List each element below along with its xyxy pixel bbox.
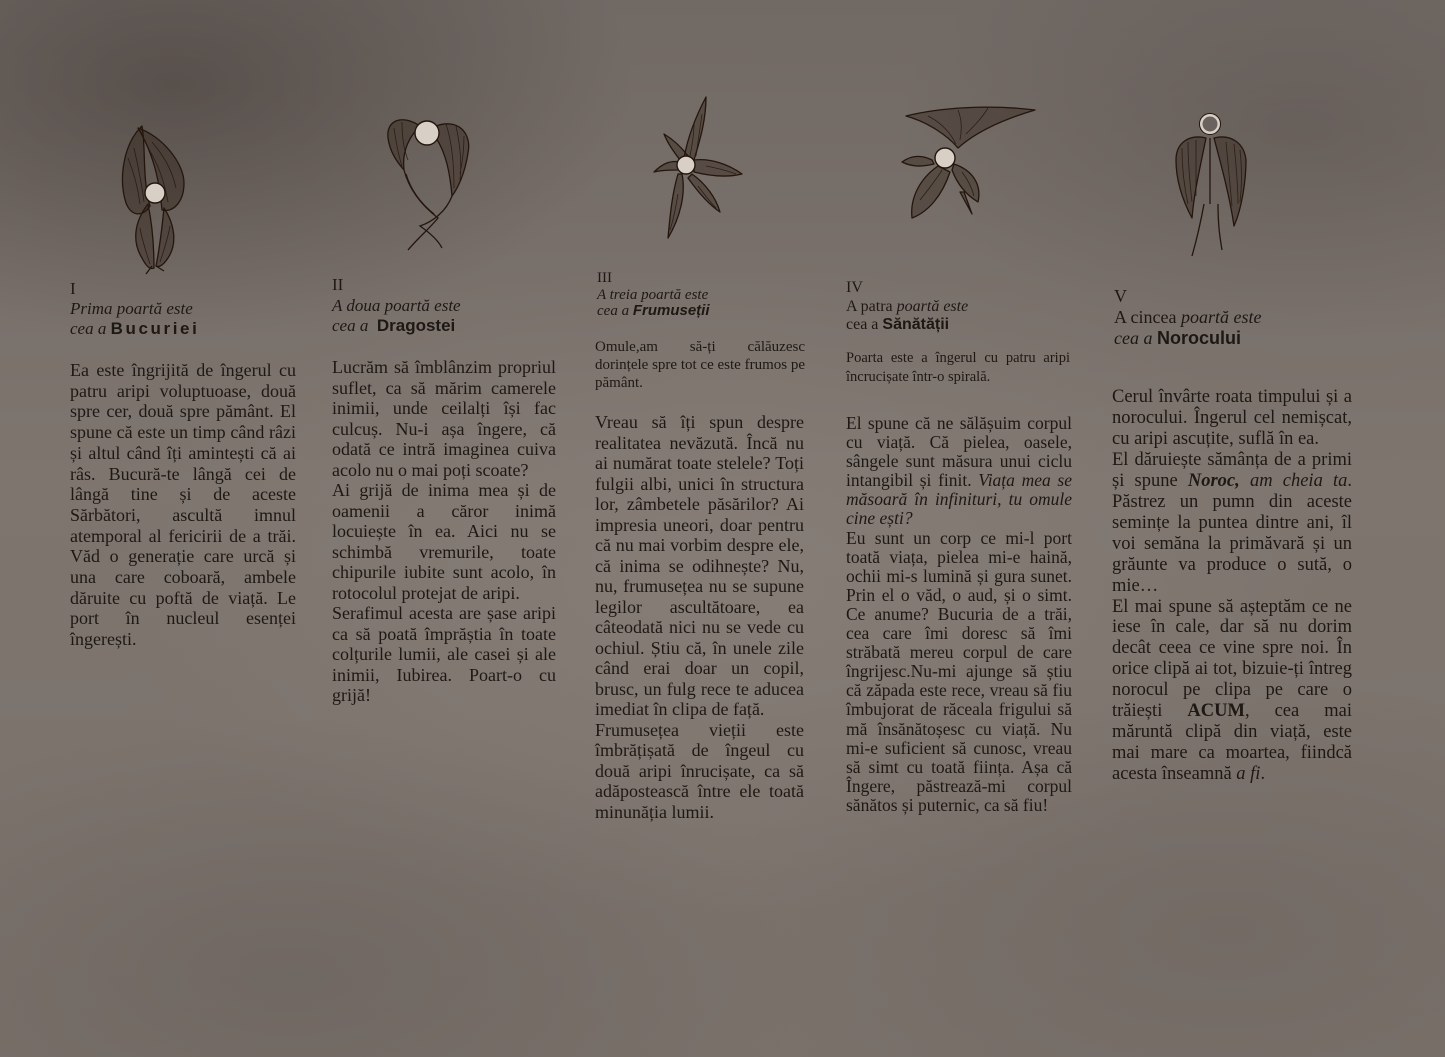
intro-paragraph: Omule,am să-ți călăuzesc dorințele spre tot ce este frumos pe pământ. [595, 339, 805, 391]
gate-title-lead: A cincea [1114, 307, 1177, 327]
gate-heading-2 [332, 275, 562, 337]
gate-heading-5 [1114, 286, 1344, 349]
gate-intro-4 [846, 349, 1070, 387]
angel-head [677, 156, 695, 174]
angel-head [145, 183, 165, 203]
gate-title-name-line [70, 319, 300, 339]
angel-halo [1201, 115, 1219, 133]
gate-title-line: A treia poartă este [597, 286, 709, 303]
gate-name: Dragostei [376, 316, 456, 335]
angel-illustration-love [380, 108, 476, 254]
gate-title-rest: poartă este [896, 297, 969, 315]
body-italic: a fi [1236, 764, 1261, 785]
angel-wing [688, 174, 720, 212]
angel-head [935, 148, 955, 168]
body-bold: ACUM [1187, 701, 1245, 722]
gate-body-4 [846, 414, 1072, 815]
gate-title-line: A doua poartă este [332, 295, 461, 315]
body-paragraph: Ea este îngrijită de îngerul cu patru aripi voluptuoase, două spre cer, două spre pământ. El spune că este un timp când râzi și altul când îți amintești că ai râs. Bucură-te lângă cei de lângă tine și de aceste Sărbători, ascultă imnul atemporal al fericirii de a trăi. Văd o generație care urcă și una care coboară, ambele dăruite cu poftă de viață. Le port în nucleul esenței îngerești. [70, 360, 296, 650]
gate-numeral: V [1114, 286, 1127, 306]
body-paragraph [846, 414, 1072, 529]
gate-heading-1 [70, 279, 300, 339]
angel-wing [654, 161, 680, 172]
body-text: El mai spune să așteptăm ce ne iese în cale, dar să nu dorim decât ceea ce vine spre noi. În orice clipă ai tot, bizuie-ți întreg norocul pe clipa pe care o trăiești [1112, 596, 1352, 722]
gate-body-2 [332, 357, 556, 706]
gate-body-3 [595, 412, 804, 822]
intro-paragraph: Poarta este a îngerul cu patru aripi încrucișate într-o spirală. [846, 350, 1070, 385]
body-bold-italic: Noroc, [1187, 470, 1240, 491]
gate-title-line: Prima poartă este [70, 299, 193, 318]
gate-name: Sănătății [882, 316, 950, 333]
body-text: . Păstrez un pumn din aceste semințe la puntea dintre ani, îl voi semăna la primăvară și un grăunte va produce o sută, o mie… [1112, 470, 1353, 596]
angel-wing [906, 107, 1035, 148]
gate-name: Bucuriei [110, 319, 200, 338]
gate-title-rest: poartă este [1180, 307, 1262, 327]
angel-wing [436, 124, 469, 196]
gate-title-line [846, 298, 1076, 317]
gate-title-name-line [597, 303, 817, 320]
gate-title-lead: A patra [846, 297, 893, 315]
angel-wing [912, 166, 950, 218]
angel-illustration-joy [112, 118, 198, 274]
body-paragraph: Frumusețea vieții este îmbrățișată de îngeul cu două aripi înrucișate, ca să adăpostească între ele toată minunăția lumii. [595, 719, 804, 822]
body-text: El spune că ne sălășuim corpul cu viață. Că pielea, oasele, sângele sunt măsura unui ciclu intangibil și finit. [846, 413, 1072, 491]
gate-name: Frumuseții [632, 302, 710, 319]
angel-wing [684, 97, 706, 160]
gate-title-name-line [332, 316, 562, 337]
gate-title-prefix: cea a [1114, 328, 1153, 348]
gate-title-prefix: cea a [846, 316, 879, 333]
gate-heading-3 [597, 270, 817, 320]
body-paragraph: Serafimul acesta are șase aripi ca să poată împrăștia în toate colțurile lumii, ale casei și ale inimii, Iubirea. Poart-o cu grijă! [332, 603, 556, 705]
angel-head [415, 121, 439, 145]
gate-numeral: II [332, 275, 344, 294]
body-paragraph: Vreau să îți spun despre realitatea nevăzută. Încă nu ai numărat toate stelele? Toți fulgii albi, unici în structura lor, zâmbetele păsărilor? Ai impresia uneori, doar pentru că nu mai vorbim despre ele, că inima se odihnește? Nu, nu, frumusețea nu se supune legilor ascultătoare, ea câteodată nici nu se vede cu ochiul. Știu că, în unele zile când erai doar un copil, brusc, un fulg rece te aducea imediat în clipa de față. [595, 412, 804, 719]
gate-intro-3 [595, 338, 805, 392]
gate-title-prefix: cea a [332, 316, 369, 335]
body-text: El dăruiește sămânța de a primi și spune [1112, 449, 1352, 491]
body-paragraph [1112, 450, 1352, 597]
gate-title-prefix: cea a [70, 319, 107, 338]
gate-body-1 [70, 360, 296, 650]
angel-wing [1176, 137, 1206, 218]
gate-numeral: III [597, 270, 612, 286]
angel-wing [156, 208, 174, 267]
body-italic: am cheia ta [1239, 470, 1348, 491]
body-text: . [1260, 764, 1266, 785]
gate-title-name-line [846, 316, 1076, 335]
gate-heading-4 [846, 279, 1076, 335]
gate-name: Norocului [1156, 328, 1241, 348]
body-paragraph: Cerul învârte roata timpului și a norocului. Îngerul cel nemișcat, cu aripi ascuțite, suflă în ea. [1112, 387, 1352, 449]
gate-numeral: I [70, 279, 76, 298]
angel-illustration-beauty [650, 94, 746, 242]
gate-body-5 [1112, 387, 1352, 785]
body-italic-quote: Viața mea se măsoară în infinituri, tu omule cine ești? [846, 470, 1072, 529]
angel-ribbon [404, 170, 452, 250]
body-paragraph: Ai grijă de inima mea și de oamenii a căror inimă locuiește în ea. Aici nu se schimbă vremurile, toate chipurile iubite sunt acolo, în rotocolul protejat de aripi. [332, 480, 556, 603]
angel-wing [902, 156, 934, 166]
gate-title-prefix: cea a [597, 303, 630, 319]
body-paragraph [1112, 597, 1352, 786]
gate-numeral: IV [846, 279, 863, 296]
gate-title-name-line [1114, 328, 1344, 349]
body-paragraph: Eu sunt un corp ce mi-l port toată viața, pielea mi-e haină, ochii mi-s lumină și gura sunet. Prin el o văd, o aud, și o simt. Ce anume? Bucuria de a trăi, cea care îmi doresc să îmi străbată mereu corpul de care îngrijesc.Nu-mi ajunge să știu că zăpada este rece, vreau să fiu îmbujorat de răceala frigului să mă însănătoșesc cu viață. Nu mi-e suficient să cunosc, vreau să simt cu toată ființa. Așa că Îngere, păstrează-mi corpul sănătos și puternic, ca să fiu! [846, 527, 1072, 815]
angel-illustration-luck [1170, 108, 1252, 258]
gate-title-line [1114, 307, 1344, 328]
angel-halo-outline [1200, 114, 1221, 135]
angel-illustration-health [898, 100, 1040, 230]
body-text: , cea mai măruntă clipă din viață, este mai mare ca moartea, fiindcă acesta înseamnă [1112, 701, 1353, 785]
body-paragraph: Lucrăm să îmblânzim propriul suflet, ca să mărim camerele inimii, unde ceilalți își fac culcuș. Nu-i așa îngere, că odată ce intră imaginea cuiva acolo nu o mai poți scoate? [332, 357, 556, 480]
